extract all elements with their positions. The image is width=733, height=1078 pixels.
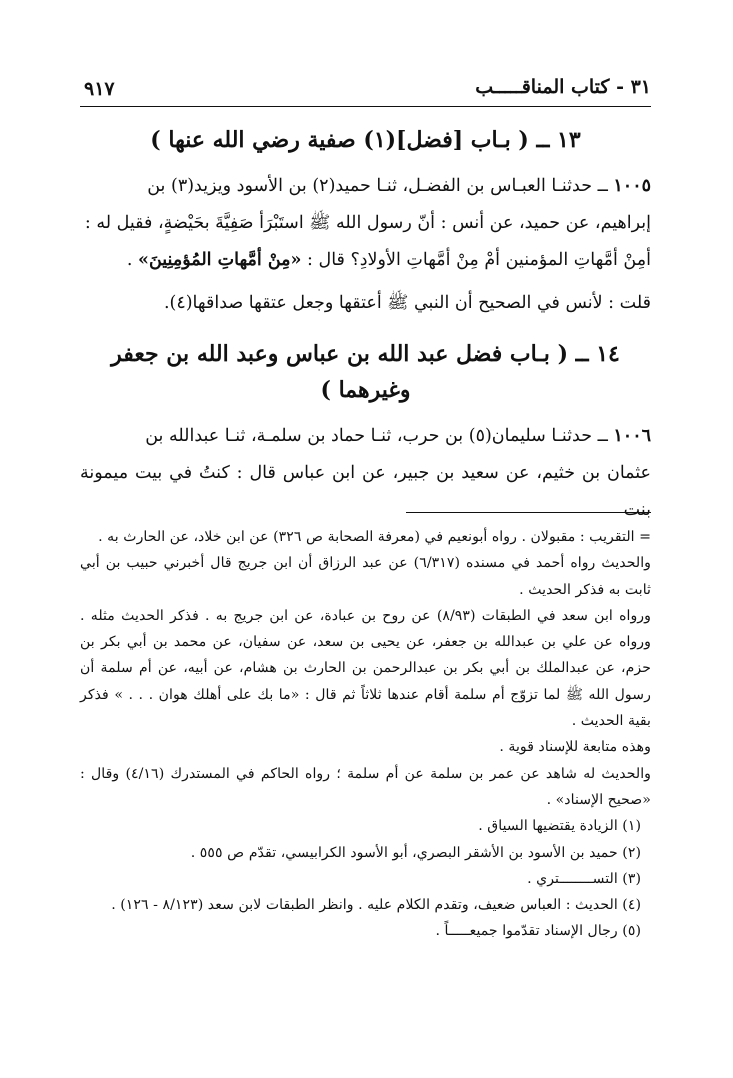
footnote-paragraph: = التقريب : مقبولان . رواه أبونعيم في (معرفة الصحابة ص ٣٢٦) عن ابن خلاد، عن الحارث به . [98,529,651,545]
hadith-text-line: إبراهيم، عن حميد، عن أنس : أنّ رسول الله ﷺ استَبْرَأ صَفِيَّةَ بحَيْضةٍ، فقيل له : [84,213,651,233]
page-number: ٩١٧ [84,78,115,100]
hadith-text-line: ــ حدثنـا سليمان(٥) بن حرب، ثنـا حماد بن سلمـة، ثنـا عبدالله بن [145,426,614,446]
footnote-references [80,813,651,944]
footnote-paragraph: ورواه ابن سعد في الطبقات (٨/٩٣) عن روح بن عبادة، عن ابن جريج به . فذكر الحديث مثله . ورواه عن علي بن عبدالله بن جعفر، عن يحيى بن سعد، عن سفيان، عن محمد بن أبي بكر بن حزم، عن عبدالملك بن أبي بكر بن عبدالرحمن بن الحارث بن هشام، عن أبيه، عن أم سلمة أن رسول الله ﷺ لما تزوّج أم سلمة أقام عندها ثلاثاً ثم قال : «ما بك على أهلك هوان . . . » فذكر بقية الحديث . [80,607,652,730]
header-title: ٣١ - كتاب المناقـــــب [475,76,651,98]
hadith-1005 [80,168,651,279]
hadith-text-line: ــ حدثنـا العبـاس بن الفضـل، ثنـا حميد(٢) بن الأسود ويزيد(٣) بن [147,176,614,196]
footnotes [80,512,651,945]
hadith-quote: «مِنْ أمَّهاتِ المُؤمِنِينَ» [138,250,302,270]
footnote-paragraph: والحديث له شاهد عن عمر بن سلمة عن أم سلمة ؛ رواه الحاكم في المستدرك (٤/١٦) وقال : «صحيح الإسناد» . [80,765,652,808]
hadith-number: ١٠٠٥ [613,176,651,196]
footnote-ref-5: (٥) رجال الإسناد تقدّموا جميعـــــاً . [435,923,641,940]
footnote-ref-1: (١) الزيادة يقتضيها السياق . [478,818,641,835]
hadith-text-line: عثمان بن خثيم، عن سعيد بن جبير، عن ابن عباس قال : كنتُ في بيت ميمونة بنت [80,463,651,520]
footnote-ref-2: (٢) حميد بن الأسود بن الأشقر البصري، أبو الأسود الكرابيسي، تقدّم ص ٥٥٥ . [190,844,641,861]
hadith-number: ١٠٠٦ [613,426,651,446]
footnote-paragraph: وهذه متابعة للإسناد قوية . [499,739,651,756]
footnote-ref-3: (٣) التســــــــتري . [527,870,641,887]
footnote-paragraph: والحديث رواه أحمد في مسنده (٦/٣١٧) عن عبد الرزاق أن ابن جريج قال أخبرني حبيب بن أبي ثابت به فذكر الحديث . [80,555,651,598]
author-note: قلت : لأنس في الصحيح أن النبي ﷺ أعتقها وجعل عتقها صداقها(٤). [163,293,651,313]
chapter-title-14: ١٤ ــ ( بـاب فضل عبد الله بن عباس وعبد الله بن جعفر وغيرهما ) [111,341,620,403]
hadith-text-line: أمِنْ أمَّهاتِ المؤمنين أمْ مِنْ أمَّهاتِ الأولادِ؟ قال : [301,250,651,270]
main-text [80,122,651,529]
running-header [80,74,651,107]
chapter-title-13: ١٣ ــ ( بـاب [فضل](١) صفية رضي الله عنها ) [150,127,581,153]
footnote-ref-4: (٤) الحديث : العباس ضعيف، وتقدم الكلام عليه . وانظر الطبقات لابن سعد (٨/١٢٣ - ١٢٦) . [111,897,641,914]
hadith-text-end: . [126,250,138,270]
footnote-divider [406,512,651,513]
